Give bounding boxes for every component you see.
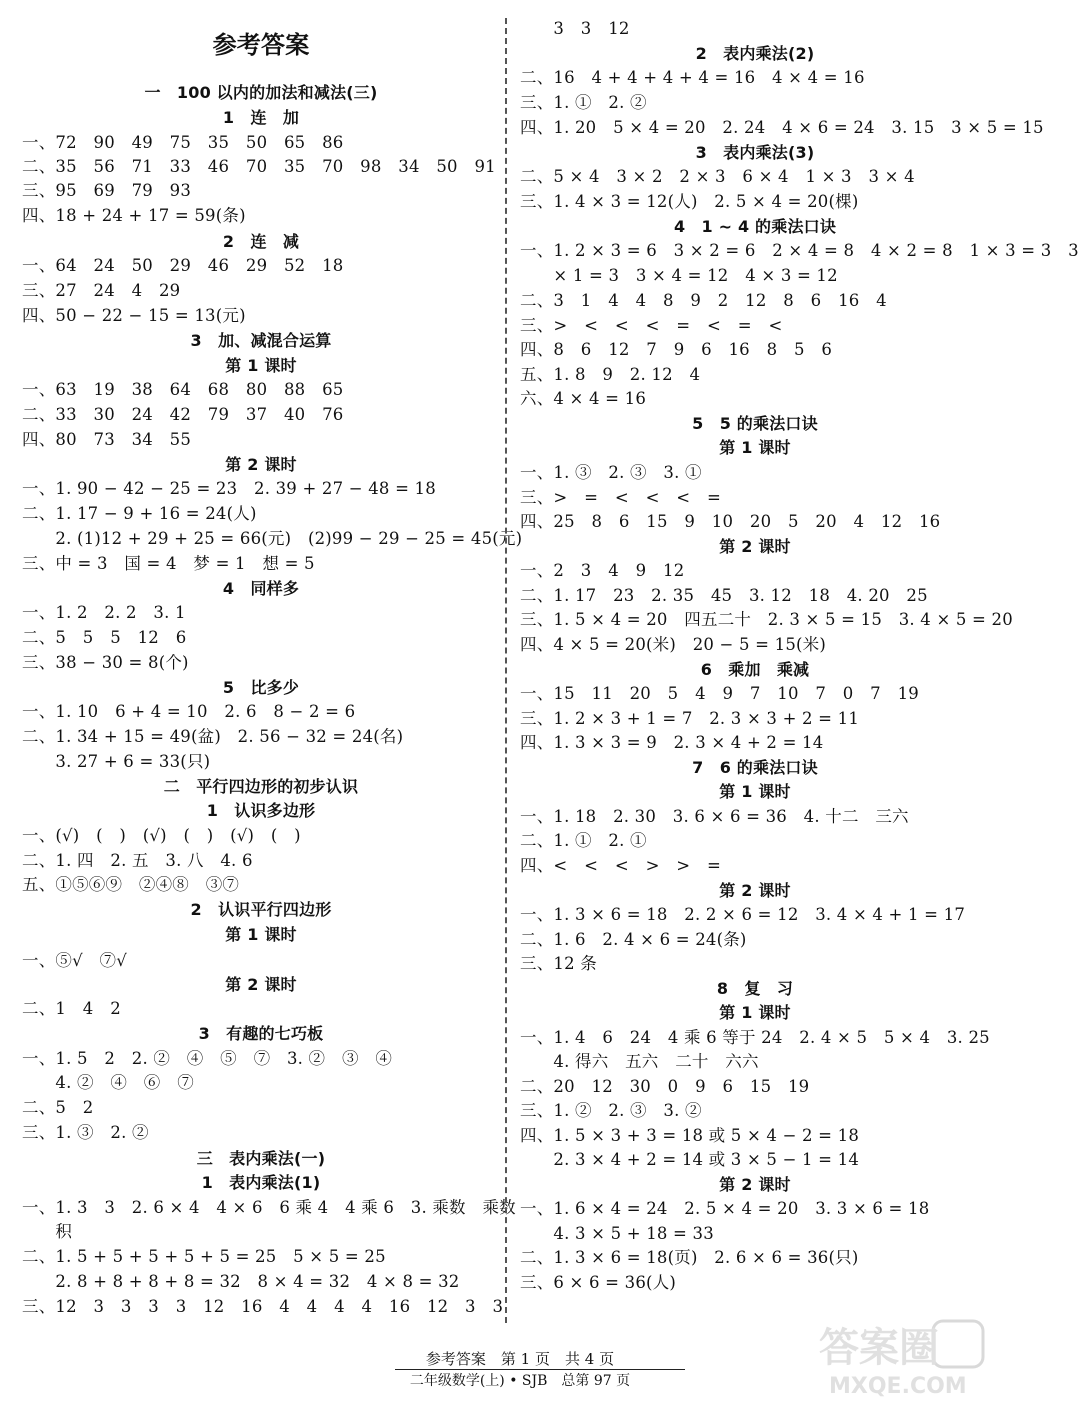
section-heading: 二 平行四边形的初步认识: [163, 777, 359, 796]
answer-line: 一、63 19 38 64 68 80 88 65: [22, 380, 344, 399]
footer-rule: [395, 1369, 685, 1370]
answer-line: 积: [22, 1222, 73, 1241]
section-heading: 2 认识平行四边形: [190, 900, 332, 919]
answer-line: 二、1. 34 + 15 = 49(盆) 2. 56 − 32 = 24(名): [22, 727, 404, 746]
answer-line: 二、35 56 71 33 46 70 35 70 98 34 50 91: [22, 157, 496, 176]
section-heading: 第 2 课时: [719, 881, 791, 900]
answer-line: 一、(√) ( ) (√) ( ) (√) ( ): [22, 826, 301, 845]
section-heading: 第 2 课时: [225, 975, 297, 994]
answer-line: 一、1. 5 2 2. ② ④ ⑤ ⑦ 3. ② ③ ④: [22, 1049, 393, 1068]
answer-line: 三、12 3 3 3 3 12 16 4 4 4 4 16 12 3 3: [22, 1297, 504, 1316]
answer-line: 3. 27 + 6 = 33(只): [22, 752, 211, 771]
answer-line: 四、< < < > > =: [520, 856, 722, 875]
answer-line: 一、72 90 49 75 35 50 65 86: [22, 133, 344, 152]
section-heading: 1 连 加: [222, 108, 300, 127]
section-heading: 第 1 课时: [719, 782, 791, 801]
answer-line: 2. 3 × 4 + 2 = 14 或 3 × 5 − 1 = 14: [520, 1150, 860, 1169]
answer-line: 三、38 − 30 = 8(个): [22, 653, 189, 672]
section-heading: 第 2 课时: [719, 537, 791, 556]
answer-line: 三、1. ② 2. ③ 3. ②: [520, 1101, 702, 1120]
section-heading: 3 有趣的七巧板: [198, 1024, 324, 1043]
answer-line: 四、1. 20 5 × 4 = 20 2. 24 4 × 6 = 24 3. 15 3 × 5 = 15: [520, 118, 1044, 137]
answer-line: 4. 3 × 5 + 18 = 33: [520, 1224, 714, 1243]
answer-line: 2. (1)12 + 29 + 25 = 66(元) (2)99 − 29 − 25 = 45(元): [22, 529, 523, 548]
answer-line: 一、1. 3 3 2. 6 × 4 4 × 6 6 乘 4 4 乘 6 3. 乘数 乘数: [22, 1198, 516, 1217]
answer-line: 四、18 + 24 + 17 = 59(条): [22, 206, 246, 225]
answer-line: 一、1. 6 × 4 = 24 2. 5 × 4 = 20 3. 3 × 6 = 18: [520, 1199, 930, 1218]
answer-line: 三、1. 2 × 3 + 1 = 7 2. 3 × 3 + 2 = 11: [520, 709, 860, 728]
watermark-logo-icon: [815, 1315, 990, 1400]
section-heading: 8 复 习: [716, 979, 794, 998]
section-heading: 第 2 课时: [225, 455, 297, 474]
section-heading: 一 100 以内的加法和减法(三): [144, 83, 378, 102]
answer-line: 3 3 12: [520, 19, 630, 38]
column-divider: [505, 18, 507, 1323]
section-heading: 第 1 课时: [225, 925, 297, 944]
answer-line: 三、6 × 6 = 36(人): [520, 1273, 676, 1292]
section-heading: 2 表内乘法(2): [695, 44, 815, 63]
watermark-logo: [815, 1315, 990, 1400]
answer-line: 二、20 12 30 0 9 6 15 19: [520, 1077, 810, 1096]
answer-line: 一、2 3 4 9 12: [520, 561, 685, 580]
answer-line: 2. 8 + 8 + 8 + 8 = 32 8 × 4 = 32 4 × 8 = 32: [22, 1272, 460, 1291]
section-heading: 7 6 的乘法口诀: [692, 758, 818, 777]
answer-line: 四、25 8 6 15 9 10 20 5 20 4 12 16: [520, 512, 941, 531]
section-heading: 3 表内乘法(3): [695, 143, 815, 162]
answer-line: 三、1. ① 2. ②: [520, 93, 647, 112]
section-heading: 1 表内乘法(1): [201, 1173, 321, 1192]
answer-line: 三、95 69 79 93: [22, 181, 192, 200]
answer-line: 三、1. 5 × 4 = 20 四五二十 2. 3 × 5 = 15 3. 4 × 5 = 20: [520, 610, 1013, 629]
section-heading: 第 1 课时: [719, 1003, 791, 1022]
answer-line: 二、5 5 5 12 6: [22, 628, 187, 647]
answer-line: 二、16 4 + 4 + 4 + 4 = 16 4 × 4 = 16: [520, 68, 865, 87]
answer-line: 二、1. ① 2. ①: [520, 831, 647, 850]
section-heading: 第 2 课时: [719, 1175, 791, 1194]
answer-line: 三、中 = 3 国 = 4 梦 = 1 想 = 5: [22, 554, 315, 573]
answer-line: × 1 = 3 3 × 4 = 12 4 × 3 = 12: [520, 266, 838, 285]
watermark-en-text: MXQE.COM: [829, 1374, 967, 1399]
answer-line: 三、1. 4 × 3 = 12(人) 2. 5 × 4 = 20(棵): [520, 192, 859, 211]
section-heading: 三 表内乘法(一): [196, 1149, 326, 1168]
section-heading: 2 连 减: [222, 232, 300, 251]
answer-line: 一、1. 2 2. 2 3. 1: [22, 603, 186, 622]
section-heading: 第 1 课时: [225, 356, 297, 375]
answer-line: 二、5 × 4 3 × 2 2 × 3 6 × 4 1 × 3 3 × 4: [520, 167, 915, 186]
answer-line: 一、1. 4 6 24 4 乘 6 等于 24 2. 4 × 5 5 × 4 3. 25: [520, 1028, 990, 1047]
answer-line: 二、1. 5 + 5 + 5 + 5 + 5 = 25 5 × 5 = 25: [22, 1247, 386, 1266]
answer-line: 二、1. 17 − 9 + 16 = 24(人): [22, 504, 257, 523]
answer-line: 三、27 24 4 29: [22, 281, 181, 300]
answer-line: 二、3 1 4 4 8 9 2 12 8 6 16 4: [520, 291, 887, 310]
answer-line: 4. 得六 五六 二十 六六: [520, 1052, 759, 1071]
answer-line: 一、1. 2 × 3 = 6 3 × 2 = 6 2 × 4 = 8 4 × 2 = 8 1 × 3 = 3 3: [520, 241, 1079, 260]
answer-line: 三、> < < < = < = <: [520, 316, 783, 335]
answer-line: 一、64 24 50 29 46 29 52 18: [22, 256, 344, 275]
watermark-cn-text: 答案圈: [819, 1325, 939, 1371]
answer-line: 二、1. 3 × 6 = 18(页) 2. 6 × 6 = 36(只): [520, 1248, 859, 1267]
section-heading: 4 1 ~ 4 的乘法口诀: [673, 217, 837, 236]
section-heading: 5 比多少: [222, 678, 300, 697]
answer-line: 一、1. 18 2. 30 3. 6 × 6 = 36 4. 十二 三六: [520, 807, 909, 826]
answer-line: 二、1. 6 2. 4 × 6 = 24(条): [520, 930, 747, 949]
answer-line: 四、1. 5 × 3 + 3 = 18 或 5 × 4 − 2 = 18: [520, 1126, 860, 1145]
footer-book-info: 二年级数学(上) • SJB 总第 97 页: [409, 1373, 631, 1389]
answer-line: 二、1. 17 23 2. 35 45 3. 12 18 4. 20 25: [520, 586, 928, 605]
section-heading: 1 认识多边形: [206, 801, 316, 820]
answer-line: 一、⑤√ ⑦√: [22, 951, 127, 970]
answer-line: 二、33 30 24 42 79 37 40 76: [22, 405, 344, 424]
answer-line: 四、4 × 5 = 20(米) 20 − 5 = 15(米): [520, 635, 826, 654]
answer-line: 五、①⑤⑥⑨ ②④⑧ ③⑦: [22, 875, 240, 894]
answer-line: 二、1 4 2: [22, 999, 121, 1018]
answer-line: 一、1. 3 × 6 = 18 2. 2 × 6 = 12 3. 4 × 4 + 1 = 17: [520, 905, 966, 924]
answer-line: 四、80 73 34 55: [22, 430, 192, 449]
answer-line: 一、1. ③ 2. ③ 3. ①: [520, 463, 702, 482]
answer-line: 四、50 − 22 − 15 = 13(元): [22, 306, 246, 325]
answer-line: 二、5 2: [22, 1098, 94, 1117]
page-title: 参考答案: [212, 31, 310, 59]
answer-line: 五、1. 8 9 2. 12 4: [520, 365, 701, 384]
section-heading: 3 加、减混合运算: [190, 331, 332, 350]
answer-line: 四、1. 3 × 3 = 9 2. 3 × 4 + 2 = 14: [520, 733, 824, 752]
answer-line: 4. ② ④ ⑥ ⑦: [22, 1073, 194, 1092]
section-heading: 4 同样多: [222, 579, 300, 598]
answer-line: 三、12 条: [520, 954, 597, 973]
section-heading: 6 乘加 乘减: [700, 660, 810, 679]
answer-line: 一、1. 90 − 42 − 25 = 23 2. 39 + 27 − 48 = 18: [22, 479, 436, 498]
answer-line: 一、15 11 20 5 4 9 7 10 7 0 7 19: [520, 684, 919, 703]
answer-line: 四、8 6 12 7 9 6 16 8 5 6: [520, 340, 833, 359]
answer-line: 三、1. ③ 2. ②: [22, 1123, 149, 1142]
answer-line: 二、1. 四 2. 五 3. 八 4. 6: [22, 851, 253, 870]
answer-line: 三、> = < < < =: [520, 488, 722, 507]
section-heading: 第 1 课时: [719, 438, 791, 457]
answer-line: 六、4 × 4 = 16: [520, 389, 647, 408]
footer-page-info: 参考答案 第 1 页 共 4 页: [425, 1350, 615, 1368]
answer-line: 一、1. 10 6 + 4 = 10 2. 6 8 − 2 = 6: [22, 702, 356, 721]
section-heading: 5 5 的乘法口诀: [692, 414, 818, 433]
